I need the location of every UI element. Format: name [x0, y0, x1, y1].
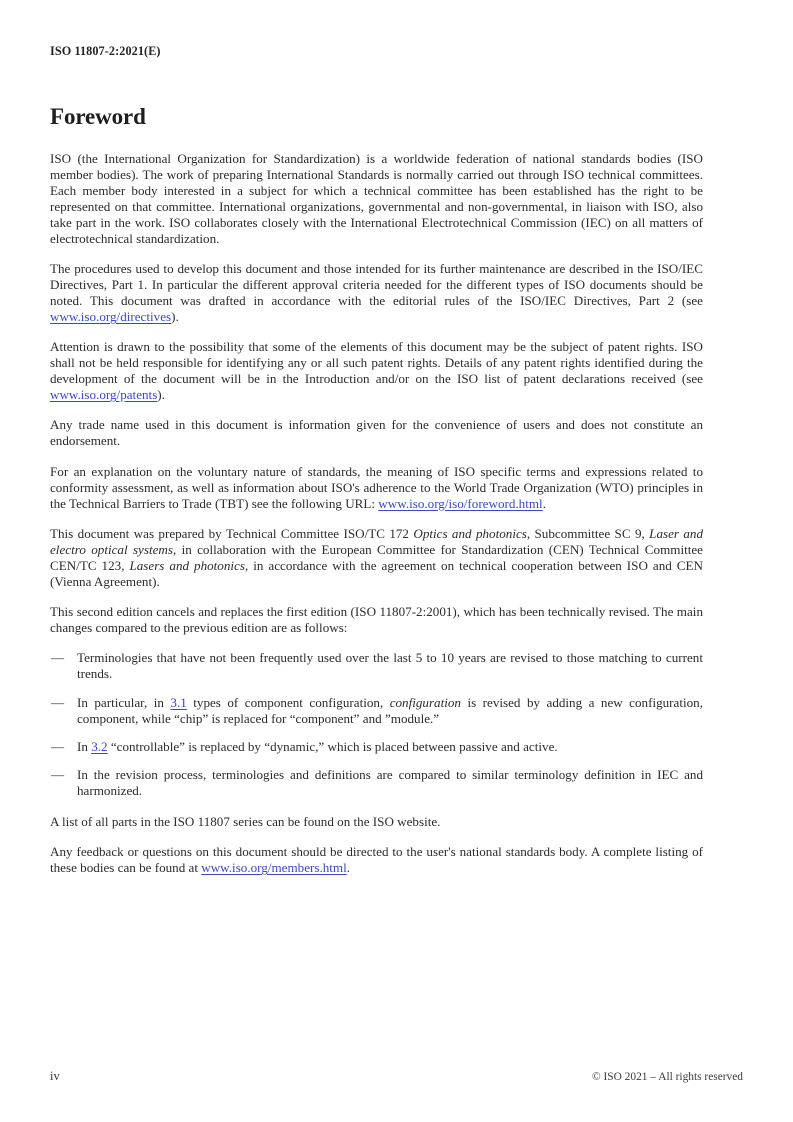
paragraph-procedures-text-after: ).	[171, 308, 179, 324]
xref-clause-3-1[interactable]: 3.1	[170, 694, 187, 710]
paragraph-patent-text-before: Attention is drawn to the possibility that some of the elements of this document may be the subject of patent rights. ISO shall not be held responsible for identifying any or all such patent rights. Details of any patent rights identified during the development of the document will be in the Introduction and/or on the ISO list of patent declarations received (see	[50, 339, 703, 387]
paragraph-wto-tbt	[50, 464, 703, 512]
page-number: iv	[50, 1069, 60, 1083]
em-dash-marker: —	[51, 694, 65, 710]
list-item	[50, 767, 703, 799]
term-configuration: configuration	[389, 694, 461, 710]
xref-clause-3-2[interactable]: 3.2	[91, 739, 108, 755]
paragraph-procedures-text-before: The procedures used to develop this document and those intended for its further maintenance are described in the ISO/IEC Directives, Part 1. In particular the different approval criteria needed for the different types of ISO documents should be noted. This document was drafted in accordance with the editorial rules of the ISO/IEC Directives, Part 2 (see	[50, 261, 703, 309]
committee-segment-2: , Subcommittee SC 9,	[526, 526, 650, 542]
list-item-text: In the revision process, terminologies and definitions are compared to similar terminology definition in IEC and harmonized.	[77, 767, 703, 799]
paragraph-wto-text-after: .	[542, 495, 546, 511]
link-iso-foreword[interactable]: www.iso.org/iso/foreword.html	[378, 495, 543, 511]
paragraph-procedures	[50, 261, 703, 325]
changes-list	[50, 650, 703, 799]
paragraph-second-edition: This second edition cancels and replaces the first edition (ISO 11807-2:2001), which has been technically revised. The main changes compared to the previous edition are as follows:	[50, 604, 703, 636]
page-title: Foreword	[50, 104, 146, 129]
list-item-text-segment-3: is revised by adding a new configuration, component, while “chip” is replaced for “component” and ”module.”	[77, 694, 703, 726]
list-item-text-segment-1: In	[77, 739, 92, 755]
page-content	[50, 104, 703, 876]
em-dash-marker: —	[51, 650, 65, 666]
paragraph-patent-text-after: ).	[157, 387, 165, 403]
list-item	[50, 695, 703, 727]
list-item	[50, 650, 703, 682]
em-dash-marker: —	[51, 739, 65, 755]
paragraph-wto-text-before: For an explanation on the voluntary nature of standards, the meaning of ISO specific terms and expressions related to conformity assessment, as well as information about ISO's adherence to the World Trade Organization (WTO) principles in the Technical Barriers to Trade (TBT) see the following URL:	[50, 463, 703, 511]
paragraph-committee	[50, 526, 703, 590]
document-header: ISO 11807-2:2021(E)	[50, 44, 161, 58]
paragraph-patent-rights	[50, 339, 703, 403]
link-iso-patents[interactable]: www.iso.org/patents	[50, 387, 158, 403]
committee-title-tc172: Optics and photonics	[413, 526, 527, 542]
list-item	[50, 739, 703, 755]
committee-title-sc9: Laser and electro optical systems,	[50, 526, 704, 557]
list-item-text-segment-2: “controllable” is replaced by “dynamic,” which is placed between passive and active.	[107, 739, 558, 755]
committee-title-cen-tc123: Lasers and photonics	[129, 557, 245, 573]
committee-segment-3: in collaboration with the European Committee for Standardization (CEN) Technical Committee CEN/TC 123,	[50, 541, 703, 573]
link-iso-directives[interactable]: www.iso.org/directives	[50, 308, 172, 324]
committee-segment-4: , in accordance with the agreement on technical cooperation between ISO and CEN (Vienna Agreement).	[50, 557, 703, 589]
paragraph-parts-list: A list of all parts in the ISO 11807 series can be found on the ISO website.	[50, 813, 441, 829]
copyright-notice: © ISO 2021 – All rights reserved	[591, 1071, 743, 1083]
paragraph-feedback-text-after: .	[346, 860, 351, 876]
list-item-text-segment-2: types of component configuration,	[186, 694, 390, 710]
paragraph-iso-intro: ISO (the International Organization for Standardization) is a worldwide federation of national standards bodies (ISO member bodies). The work of preparing International Standards is normally carried out through ISO technical committees. Each member body interested in a subject for which a technical committee has been established has the right to be represented on that committee. International organizations, governmental and non-governmental, in liaison with ISO, also take part in the work. ISO collaborates closely with the International Electrotechnical Commission (IEC) on all matters of electrotechnical standardization.	[50, 151, 703, 246]
link-iso-members[interactable]: www.iso.org/members.html	[201, 860, 347, 876]
paragraph-feedback	[50, 844, 703, 876]
list-item-text: Terminologies that have not been frequently used over the last 5 to 10 years are revised to those matching to current trends.	[77, 650, 703, 682]
paragraph-trade-name: Any trade name used in this document is information given for the convenience of users and does not constitute an endorsement.	[50, 417, 703, 449]
page-footer	[50, 1069, 743, 1089]
paragraph-feedback-text-before: Any feedback or questions on this document should be directed to the user's national standards body. A complete listing of these bodies can be found at	[50, 844, 703, 876]
list-item-text-segment-1: In particular, in	[77, 694, 171, 710]
committee-segment-1: This document was prepared by Technical Committee ISO/TC 172	[50, 526, 414, 542]
em-dash-marker: —	[51, 767, 65, 783]
